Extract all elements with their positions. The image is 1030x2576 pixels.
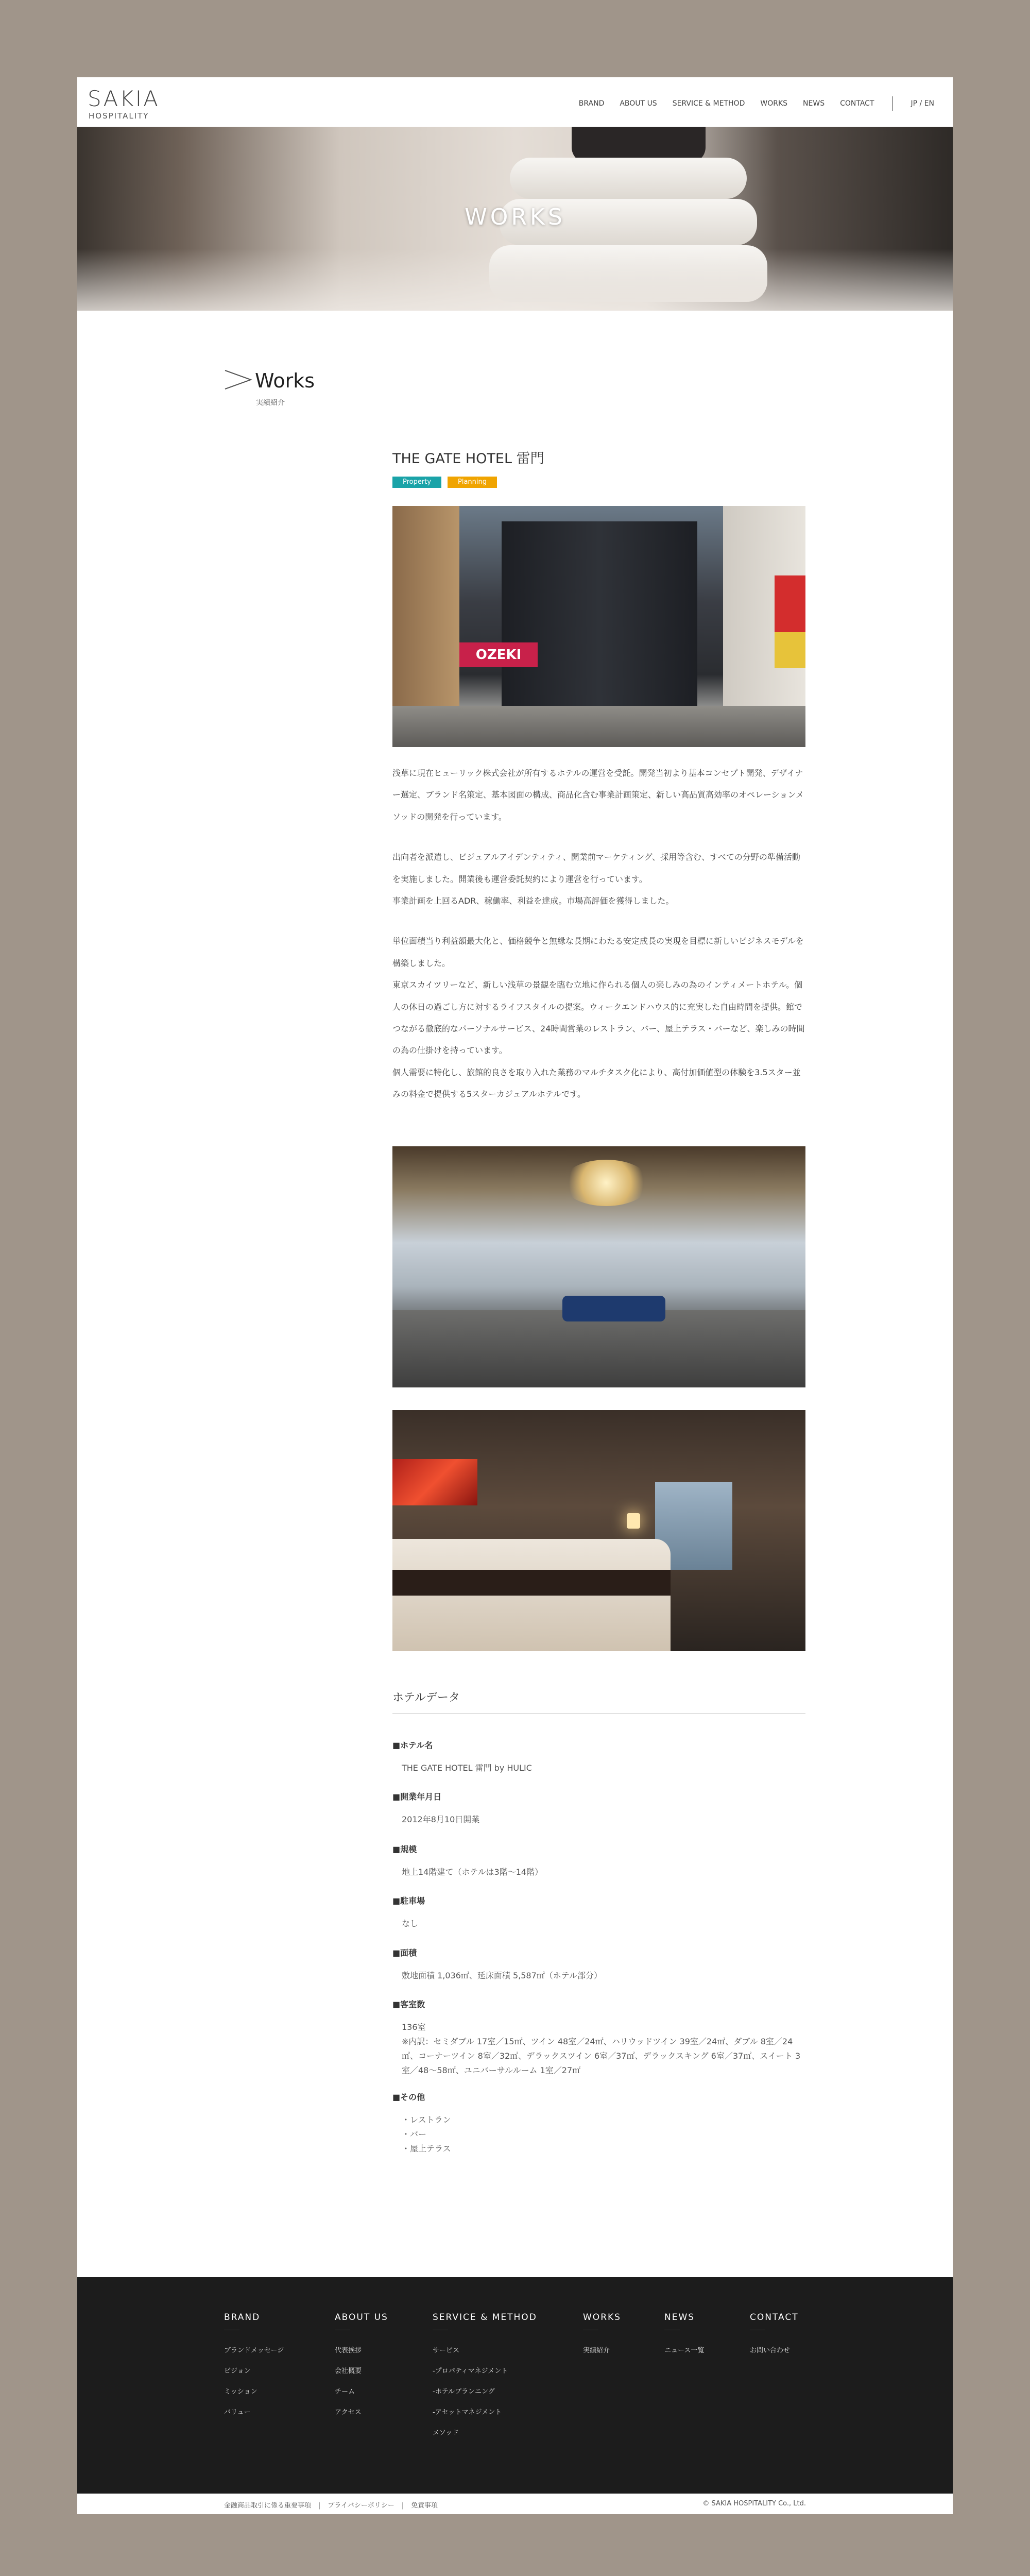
page <box>77 77 953 2514</box>
photo-sign <box>775 632 805 668</box>
data-value <box>402 1865 805 1879</box>
photo-sofa <box>562 1296 665 1321</box>
photo-street <box>392 706 805 747</box>
section-title: Works <box>255 369 315 392</box>
legal-links <box>224 2500 438 2510</box>
hotel-data-title: ホテルデータ <box>392 1691 460 1704</box>
data-item-hotel-name <box>392 1739 805 1775</box>
description-paragraph <box>392 762 805 828</box>
footer-link[interactable]: メソッド <box>433 2429 459 2437</box>
footer-link[interactable]: 会社概要 <box>335 2367 362 2375</box>
logo-sub: HOSPITALITY <box>89 111 149 121</box>
footer-link[interactable]: ニュース一覧 <box>664 2347 705 2354</box>
data-line: 136室 <box>402 2022 426 2032</box>
data-item-scale <box>392 1843 805 1879</box>
data-label: ■その他 <box>392 2092 425 2102</box>
description-line: 事業計画を上回るADR、稼働率、利益を達成。市場高評価を獲得しました。 <box>392 895 674 906</box>
separator: | <box>318 2502 321 2510</box>
photo-building <box>392 506 459 707</box>
photo-sign <box>775 575 805 632</box>
description-line: 単位面積当り利益額最大化と、価格競争と無縁な長期にわたる安定成長の実現を目標に新しいビジネスモデルを構築しました。 <box>392 936 804 968</box>
photo-floor <box>392 1310 805 1387</box>
tag-property[interactable]: Property <box>392 477 441 488</box>
separator: | <box>401 2502 404 2510</box>
data-line: ※内訳：セミダブル 17室／15㎡、ツイン 48室／24㎡、ハリウッドツイン 39室／24㎡、ダブル 8室／24㎡、コーナーツイン 8室／32㎡、デラックスツイン 6室／37㎡、デラックスキング 6室／37㎡、スイート 3室／48〜58㎡、ユニバーサルルーム 1室／27㎡ <box>402 2037 801 2075</box>
site-header <box>77 77 953 127</box>
footer-bottom-bar <box>77 2494 953 2514</box>
hotel-exterior-photo <box>392 506 805 747</box>
divider <box>392 1713 805 1714</box>
data-label: ■面積 <box>392 1948 417 1958</box>
description-line: 出向者を派遣し、ビジュアルアイデンティティ、開業前マーケティング、採用等含む、すべての分野の準備活動を実施しました。開業後も運営委託契約により運営を行っています。 <box>392 852 800 884</box>
data-line: ・バー <box>402 2129 427 2139</box>
footer-heading[interactable]: CONTACT <box>750 2312 799 2323</box>
lounge-photo <box>392 1146 805 1387</box>
section-subtitle: 実績紹介 <box>256 399 285 407</box>
data-item-rooms <box>392 1998 805 2078</box>
data-value <box>402 2020 805 2078</box>
nav-service-method[interactable]: SERVICE & METHOD <box>672 99 745 108</box>
footer-column-brand <box>224 2312 284 2423</box>
footer-heading[interactable]: ABOUT US <box>335 2312 388 2323</box>
description-line: 東京スカイツリーなど、新しい浅草の景観を臨む立地に作られる個人の楽しみの為のインティメートホテル。個人の休日の過ごし方に対するライフスタイルの提案。ウィークエンドハウス的に充実した自由時間を提供。館でつながる徹底的なパーソナルサービス、24時間営業のレストラン、バー、屋上テラス・バーなど、楽しみの時間の為の仕掛けを持っています。 <box>392 980 805 1056</box>
footer-link[interactable]: バリュー <box>224 2409 251 2416</box>
data-label: ■規模 <box>392 1844 417 1854</box>
photo-lamp <box>627 1513 640 1529</box>
footer-link[interactable]: アクセス <box>335 2409 362 2416</box>
footer-heading[interactable]: WORKS <box>583 2312 621 2323</box>
data-line: THE GATE HOTEL 雷門 by HULIC <box>402 1763 532 1773</box>
footer-column-works <box>583 2312 621 2361</box>
legal-link[interactable]: 免責事項 <box>411 2502 438 2510</box>
data-item-opening-date <box>392 1790 805 1827</box>
main-nav <box>563 96 934 111</box>
footer-heading[interactable]: SERVICE & METHOD <box>433 2312 537 2323</box>
language-switch[interactable]: JP / EN <box>911 99 934 108</box>
data-line: 2012年8月10日開業 <box>402 1815 480 1824</box>
data-item-parking <box>392 1894 805 1931</box>
footer-link[interactable]: ブランドメッセージ <box>224 2347 284 2354</box>
description-paragraph <box>392 846 805 912</box>
data-line: 地上14階建て（ホテルは3階〜14階） <box>402 1867 543 1877</box>
data-line: 敷地面積 1,036㎡、延床面積 5,587㎡（ホテル部分） <box>402 1971 602 1980</box>
nav-brand[interactable]: BRAND <box>578 99 605 108</box>
logo[interactable] <box>88 86 165 121</box>
footer-link[interactable]: -ホテルプランニング <box>433 2388 495 2396</box>
photo-hotel-facade <box>502 521 697 707</box>
footer-link[interactable]: 代表挨拶 <box>335 2347 362 2354</box>
description-paragraph <box>392 930 805 1105</box>
footer-link[interactable]: -プロパティマネジメント <box>433 2367 508 2375</box>
photo-artwork <box>392 1459 477 1505</box>
data-line: なし <box>402 1919 419 1928</box>
hero-bed <box>77 249 953 311</box>
photo-chandelier <box>562 1160 650 1206</box>
data-value <box>402 1969 805 1983</box>
footer-link[interactable]: -アセットマネジメント <box>433 2409 502 2416</box>
data-item-other <box>392 2091 805 2156</box>
nav-works[interactable]: WORKS <box>760 99 788 108</box>
legal-link[interactable]: 金融商品取引に係る重要事項 <box>224 2502 312 2510</box>
logo-word: SAKIA <box>88 86 160 111</box>
data-item-area <box>392 1946 805 1983</box>
footer-link[interactable]: ミッション <box>224 2388 258 2396</box>
work-description <box>392 762 805 1124</box>
photo-store-sign: OZEKI <box>459 642 538 667</box>
footer-link[interactable]: お問い合わせ <box>750 2347 791 2354</box>
nav-about-us[interactable]: ABOUT US <box>620 99 657 108</box>
data-line: ・レストラン <box>402 2115 451 2125</box>
copyright: © SAKIA HOSPITALITY Co., Ltd. <box>702 2500 806 2507</box>
hero-towel <box>510 158 747 199</box>
tag-planning[interactable]: Planning <box>448 477 497 488</box>
nav-contact[interactable]: CONTACT <box>840 99 874 108</box>
footer-link[interactable]: 実績紹介 <box>583 2347 610 2354</box>
footer-heading[interactable]: NEWS <box>664 2312 695 2323</box>
data-value <box>402 2113 805 2156</box>
chevron-right-icon <box>224 368 253 391</box>
nav-divider <box>892 96 893 111</box>
data-label: ■開業年月日 <box>392 1792 442 1802</box>
data-line: ・屋上テラス <box>402 2144 451 2154</box>
nav-news[interactable]: NEWS <box>803 99 825 108</box>
footer-column-contact <box>750 2312 799 2361</box>
data-label: ■ホテル名 <box>392 1740 433 1750</box>
photo-bed-runner <box>392 1570 671 1596</box>
work-title: THE GATE HOTEL 雷門 <box>392 451 544 467</box>
footer-link[interactable]: サービス <box>433 2347 460 2354</box>
description-line: 個人需要に特化し、旅館的良さを取り入れた業務のマルチタスク化により、高付加価値型の体験を3.5スター並みの料金で提供する5スターカジュアルホテルです。 <box>392 1067 801 1099</box>
footer-link[interactable]: ビジョン <box>224 2367 251 2375</box>
description-line: 浅草に現在ヒューリック株式会社が所有するホテルの運営を受託。開発当初より基本コンセプト開発、デザイナー選定、ブランド名策定、基本図面の構成、商品化含む事業計画策定、新しい高品質高効率のオペレーションメソッドの開発を行っています。 <box>392 768 804 822</box>
footer-column-about <box>335 2312 388 2423</box>
footer-link[interactable]: チーム <box>335 2388 355 2396</box>
data-value <box>402 1917 805 1931</box>
work-tags <box>392 477 805 488</box>
footer-column-news <box>664 2312 704 2361</box>
data-label: ■客室数 <box>392 1999 425 2009</box>
footer-heading[interactable]: BRAND <box>224 2312 261 2323</box>
data-value <box>402 1761 805 1775</box>
hero-title: WORKS <box>465 204 565 230</box>
guestroom-photo <box>392 1410 805 1651</box>
data-label: ■駐車場 <box>392 1896 425 1906</box>
footer-column-service <box>433 2312 537 2444</box>
data-value <box>402 1812 805 1827</box>
legal-link[interactable]: プライバシーポリシー <box>328 2502 394 2510</box>
hero-banner <box>77 127 953 311</box>
site-footer <box>77 2277 953 2494</box>
